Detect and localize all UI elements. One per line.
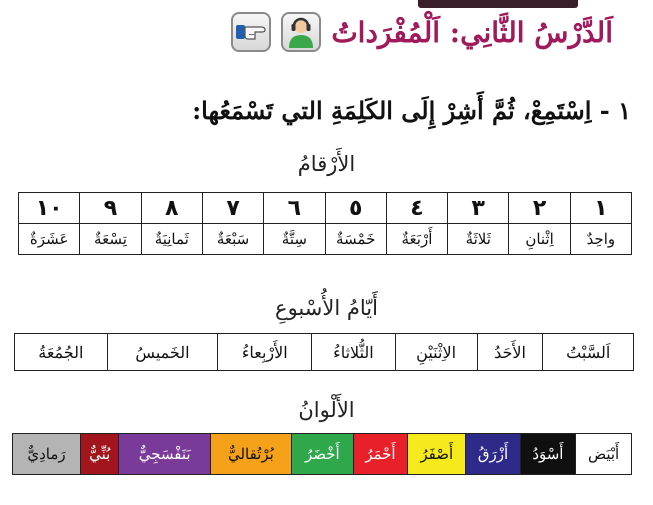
color-cell-blue[interactable]: أَزْرَقُ <box>466 434 520 475</box>
color-cell-purple[interactable]: بَنَفْسَجِيٌّ <box>119 434 210 475</box>
number-word-cell[interactable]: أَرْبَعَةٌ <box>386 224 447 255</box>
day-cell[interactable]: الأَحَدُ <box>477 334 543 371</box>
number-word-cell[interactable]: سِتَّةٌ <box>264 224 325 255</box>
day-cell[interactable]: الخَميسُ <box>107 334 218 371</box>
color-cell-green[interactable]: أَخْضَرُ <box>291 434 353 475</box>
number-digit-cell[interactable]: ١٠ <box>19 193 80 224</box>
number-digit-cell[interactable]: ١ <box>570 193 631 224</box>
color-cell-white[interactable]: أَبْيَض <box>576 434 632 475</box>
exercise-instruction: ١ - اِسْتَمِعْ، ثُمَّ أَشِرْ إِلَى الكَلِمَةِ التي تَسْمَعُها: <box>192 96 631 125</box>
number-digit-cell[interactable]: ٨ <box>141 193 202 224</box>
day-cell[interactable]: الثُّلاثاءُ <box>312 334 395 371</box>
day-cell[interactable]: اَلسَّبْتُ <box>543 334 634 371</box>
lesson-title: اَلدَّرْسُ الثَّانِي: اَلْمُفْرَداتُ <box>331 15 613 49</box>
color-cell-orange[interactable]: بُرْتُقاليٌّ <box>210 434 291 475</box>
pointing-hand-icon[interactable] <box>231 12 271 52</box>
number-digit-cell[interactable]: ٢ <box>509 193 570 224</box>
number-digit-cell[interactable]: ٤ <box>386 193 447 224</box>
color-cell-brown[interactable]: بُنِّيٌّ <box>81 434 119 475</box>
top-image-strip <box>418 0 578 8</box>
days-title: أَيّامُ الأُسْبوعِ <box>275 296 378 320</box>
number-word-cell[interactable]: خَمْسَةٌ <box>325 224 386 255</box>
day-cell[interactable]: الجُمُعَةُ <box>15 334 108 371</box>
color-cell-gray[interactable]: رَمادِيٌّ <box>13 434 81 475</box>
numbers-title: الأَرْقامُ <box>297 152 356 176</box>
color-cell-black[interactable]: أَسْوَدُ <box>520 434 576 475</box>
colors-title: الأَلْوانُ <box>298 398 355 422</box>
number-word-cell[interactable]: سَبْعَةٌ <box>202 224 263 255</box>
day-cell[interactable]: الأَرْبِعاءُ <box>218 334 312 371</box>
number-digit-cell[interactable]: ٥ <box>325 193 386 224</box>
color-cell-red[interactable]: أَحْمَرُ <box>353 434 407 475</box>
number-word-cell[interactable]: تِسْعَةٌ <box>80 224 141 255</box>
colors-table <box>12 433 632 475</box>
numbers-table <box>18 192 632 255</box>
number-digit-cell[interactable]: ٩ <box>80 193 141 224</box>
number-word-cell[interactable]: واحِدٌ <box>570 224 631 255</box>
lesson-header <box>231 8 613 56</box>
color-cell-yellow[interactable]: أَصْفَرُ <box>408 434 466 475</box>
number-word-cell[interactable]: اِثْنانِ <box>509 224 570 255</box>
number-digit-cell[interactable]: ٦ <box>264 193 325 224</box>
number-word-cell[interactable]: ثَلاثَةٌ <box>448 224 509 255</box>
number-digit-cell[interactable]: ٣ <box>448 193 509 224</box>
listening-person-icon[interactable] <box>281 12 321 52</box>
number-digit-cell[interactable]: ٧ <box>202 193 263 224</box>
days-table <box>14 333 634 371</box>
number-word-cell[interactable]: عَشَرَةٌ <box>19 224 80 255</box>
day-cell[interactable]: الاِثْنَيْنِ <box>395 334 477 371</box>
number-word-cell[interactable]: ثَمانِيَةٌ <box>141 224 202 255</box>
